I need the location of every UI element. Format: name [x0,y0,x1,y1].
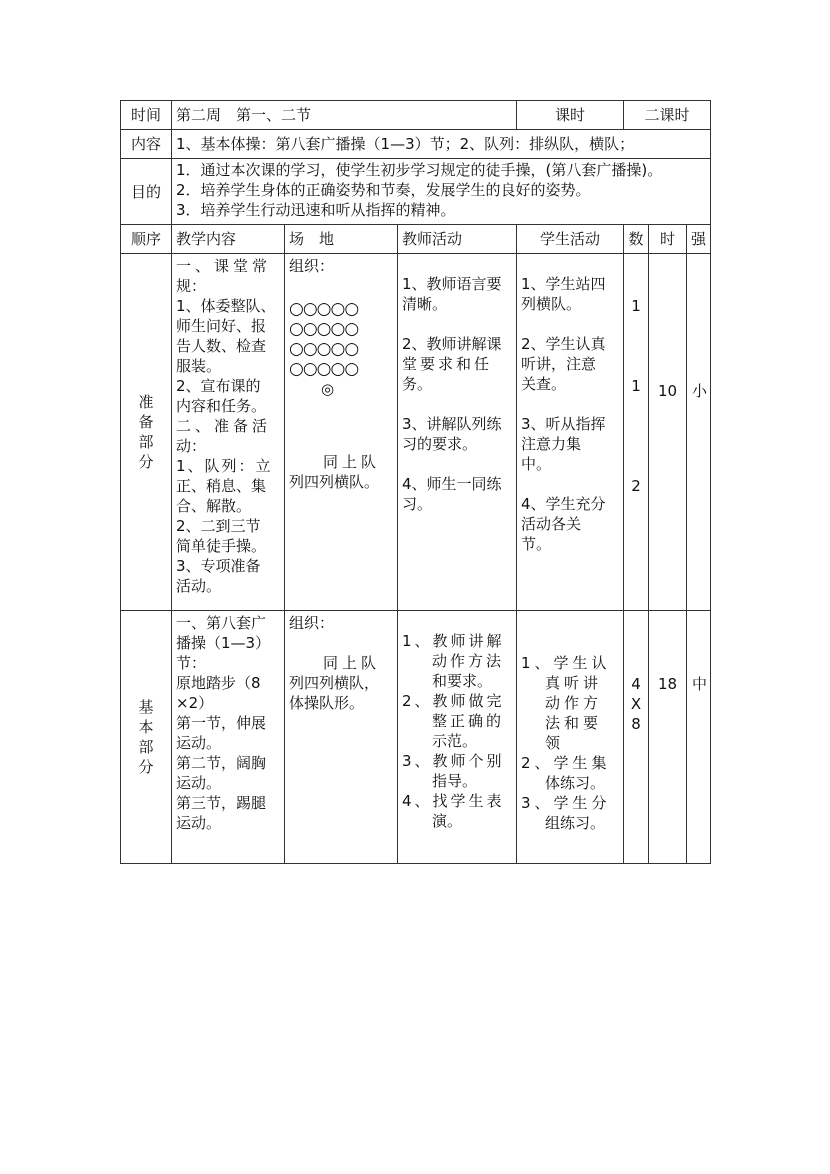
teacher-item: 整正确的 [432,712,505,730]
basic-venue-note: 同上队 [323,654,381,672]
formation-row: ○○○○○ [289,299,359,319]
formation-row: ○○○○○ [289,319,359,339]
prep-intensity-value: 小 [692,382,708,400]
prep-count-value: 1 [631,377,641,395]
prep-venue-note: 同上队 [323,453,381,471]
basic-count-char: X [630,695,642,713]
period-label-text: 课时 [555,106,586,124]
prep-count-value: 1 [631,297,641,315]
goal-line: 1．通过本次课的学习，使学生初步学习规定的徒手操，(第八套广播操)。 [176,161,663,179]
col-time: 时 [649,225,687,254]
spacer [402,454,512,474]
basic-label-char: 本 [138,718,154,736]
teacher-item: 清晰。 [402,295,448,313]
col-order: 顺序 [121,225,172,254]
student-item: 2、学生认真 [521,335,606,353]
prep-time [649,254,687,611]
prep-venue-org: 组织： [289,257,335,275]
student-item: 节。 [521,535,552,553]
prep-count-value: 2 [631,477,641,495]
col-teaching-content: 教学内容 [172,225,285,254]
student-item: 领 [545,734,561,752]
prep-count [624,254,649,611]
teacher-item: 2、教师做完 [402,692,505,710]
basic-venue-note: 体操队形。 [289,694,365,712]
teacher-item: 2、教师讲解课 [402,335,502,353]
basic-venue [285,611,398,864]
basic-teaching-line: 播操（1—3） [176,634,271,652]
spacer [289,419,393,439]
prep-teaching-line: 2、二到三节 [176,517,261,535]
spacer [402,314,512,334]
basic-venue-note: 列四列横队， [289,674,380,692]
basic-student-activity [517,611,624,864]
prep-label-char: 备 [138,413,154,431]
student-item: 注意力集 [521,435,582,453]
teacher-item: 3、教师个别 [402,752,505,770]
spacer [289,439,393,452]
student-item: 活动各关 [521,515,582,533]
spacer [289,399,393,419]
content-row [121,130,711,159]
student-item: 3、听从指挥 [521,415,606,433]
student-item: 关查。 [521,375,567,393]
student-item: 听讲，注意 [521,355,597,373]
prep-teaching-line: 告人数、检查 [176,337,267,355]
prep-teaching-line: 正、稍息、集 [176,477,267,495]
basic-teaching-content [172,611,285,864]
prep-teaching-line: 师生问好、报 [176,317,267,335]
basic-teaching-line: 节： [176,654,207,672]
student-item: 1、学生站四 [521,275,606,293]
teacher-item: 示范。 [432,732,478,750]
basic-venue-org: 组织： [289,614,335,632]
student-item: 中。 [521,455,552,473]
prep-teaching-line: 合、解散。 [176,497,252,515]
basic-teaching-line: 第二节，阔胸 [176,754,267,772]
prep-venue [285,254,398,611]
basic-teaching-line: 运动。 [176,814,222,832]
col-intensity: 强 [687,225,711,254]
col-count: 数 [624,225,649,254]
goal-row [121,159,711,225]
prep-label-char: 分 [138,453,154,471]
col-teacher-activity: 教师活动 [398,225,517,254]
spacer [289,276,393,296]
basic-label-char: 部 [138,738,154,756]
student-item: 1、学生认 [521,654,611,672]
prep-teaching-line: 活动。 [176,577,222,595]
prep-teaching-line: 3、专项准备 [176,557,261,575]
basic-teaching-line: 第一节，伸展 [176,714,267,732]
teacher-item: 4、找学生表 [402,792,505,810]
prep-teaching-line: 1、体委整队、 [176,297,276,315]
teacher-item: 和要求。 [432,672,493,690]
basic-count-char: 8 [631,715,641,733]
goal-line: 3．培养学生行动迅速和听从指挥的精神。 [176,201,456,219]
basic-label [121,611,172,864]
basic-teaching-line: 第三节，踢腿 [176,794,267,812]
student-item: 法和要 [545,714,603,732]
prep-time-value: 10 [657,382,678,400]
prep-row [121,254,711,611]
student-item: 列横队。 [521,295,582,313]
prep-teaching-line: 服装。 [176,357,222,375]
basic-teacher-activity [398,611,517,864]
basic-teaching-line: 运动。 [176,774,222,792]
period-label [517,101,624,130]
formation-row: ○○○○○ [289,359,359,379]
prep-teaching-line: 一、课堂常 [176,257,272,275]
student-item: 体练习。 [545,774,606,792]
spacer [289,633,393,653]
student-item: 动作方 [545,694,603,712]
basic-row [121,611,711,864]
teacher-item: 务。 [402,375,433,393]
time-value: 第二周 第一、二节 [172,101,517,130]
basic-time [649,611,687,864]
basic-label-char: 分 [138,758,154,776]
goal-label: 目的 [121,159,172,225]
formation-row: ○○○○○ [289,339,359,359]
prep-label-char: 准 [138,393,154,411]
teacher-item: 指导。 [432,772,478,790]
teacher-item: 习。 [402,495,433,513]
prep-teaching-line: 二、准备活 [176,417,272,435]
teacher-item: 4、师生一同练 [402,475,502,493]
student-item: 组练习。 [545,814,606,832]
basic-teaching-line: 一、第八套广 [176,614,267,632]
basic-label-char: 基 [138,698,154,716]
prep-teaching-line: 1、队列：立 [176,457,273,475]
prep-teaching-line: 规： [176,277,207,295]
spacer [626,396,646,476]
basic-time-value: 18 [657,675,678,693]
prep-teaching-line: 内容和任务。 [176,397,267,415]
spacer [521,394,619,414]
basic-intensity [687,611,711,864]
basic-intensity-value: 中 [692,675,708,693]
prep-student-activity [517,254,624,611]
column-header-row [121,225,711,254]
teacher-item: 1、教师讲解 [402,632,505,650]
spacer [521,314,619,334]
col-venue: 场 地 [285,225,398,254]
teacher-position-icon: ◎ [321,380,335,398]
student-item: 2、学生集 [521,754,611,772]
prep-teaching-content [172,254,285,611]
col-student-activity: 学生活动 [517,225,624,254]
prep-teaching-line: 动： [176,437,207,455]
spacer [402,394,512,414]
teacher-item: 1、教师语言要 [402,275,502,293]
goal-line: 2．培养学生身体的正确姿势和节奏，发展学生的良好的姿势。 [176,181,591,199]
student-item: 3、学生分 [521,794,611,812]
student-item: 真听讲 [545,674,603,692]
time-row [121,101,711,130]
basic-count [624,611,649,864]
spacer [626,316,646,376]
lesson-plan-table [120,100,711,864]
content-label: 内容 [121,130,172,159]
goal-value [172,159,711,225]
prep-teaching-line: 2、宣布课的 [176,377,261,395]
teacher-item: 演。 [432,812,463,830]
student-item: 4、学生充分 [521,495,606,513]
spacer [521,474,619,494]
teacher-item: 习的要求。 [402,435,478,453]
prep-label [121,254,172,611]
time-label: 时间 [121,101,172,130]
content-value: 1、基本体操：第八套广播操（1—3）节；2、队列：排纵队，横队； [172,130,711,159]
teacher-item: 动作方法 [432,652,505,670]
prep-intensity [687,254,711,611]
teacher-item: 堂要求和任 [402,355,493,373]
period-value: 二课时 [624,101,711,130]
prep-label-char: 部 [138,433,154,451]
basic-count-char: 4 [631,675,641,693]
basic-teaching-line: 原地踏步（8 [176,674,261,692]
basic-teaching-line: 运动。 [176,734,222,752]
teacher-item: 3、讲解队列练 [402,415,502,433]
prep-venue-note: 列四列横队。 [289,473,380,491]
prep-teacher-activity [398,254,517,611]
prep-teaching-line: 简单徒手操。 [176,537,267,555]
basic-teaching-line: ×2） [176,694,214,712]
